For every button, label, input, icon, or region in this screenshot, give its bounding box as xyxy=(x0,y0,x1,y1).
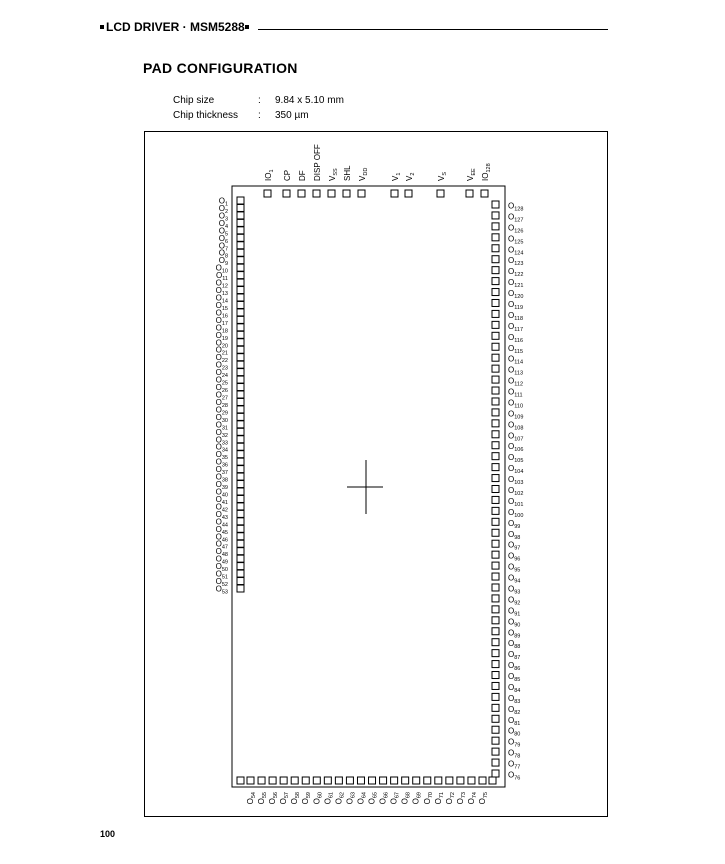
pad-label-bottom: $O_{54}$ xyxy=(246,792,257,805)
pad-bottom xyxy=(402,777,409,784)
pad-left xyxy=(237,197,244,204)
pad-label-top: $V_1$ xyxy=(391,172,402,181)
pad-right xyxy=(492,726,499,733)
pad-top xyxy=(343,190,350,197)
pad-label-left: $O_{10}$ xyxy=(215,263,228,275)
pad-left xyxy=(237,234,244,241)
pad-right xyxy=(492,650,499,657)
pad-label-right: $O_{113}$ xyxy=(508,365,524,377)
pad-label-right: $O_{87}$ xyxy=(508,650,521,662)
pad-label-left: $O_{32}$ xyxy=(215,427,228,439)
pad-top xyxy=(264,190,271,197)
pad-label-left: $O_{50}$ xyxy=(215,562,228,574)
pad-left xyxy=(237,376,244,383)
pad-label-bottom: $O_{71}$ xyxy=(433,792,445,805)
pad-right xyxy=(492,256,499,263)
pad-left xyxy=(237,398,244,405)
pad-label-left: $O_5$ xyxy=(218,226,228,238)
pad-right xyxy=(492,332,499,339)
pad-right xyxy=(492,453,499,460)
pad-left xyxy=(237,309,244,316)
pad-bottom xyxy=(291,777,298,784)
pad-label-left: $O_{35}$ xyxy=(215,450,228,462)
pad-label-right: $O_{94}$ xyxy=(508,573,521,585)
pad-left xyxy=(237,294,244,301)
pad-label-right: $O_{127}$ xyxy=(508,212,524,224)
pad-right xyxy=(492,661,499,668)
pad-label-left: $O_{21}$ xyxy=(215,345,228,357)
pad-label-bottom: $O_{55}$ xyxy=(257,792,269,805)
pad-left xyxy=(237,257,244,264)
pad-left xyxy=(237,533,244,540)
pad-right xyxy=(492,682,499,689)
pad-label-right: $O_{103}$ xyxy=(508,475,524,487)
pad-label-top: $V_{SS}$ xyxy=(328,168,339,181)
pad-label-right: $O_{128}$ xyxy=(508,201,524,213)
pad-label-bottom: $O_{61}$ xyxy=(323,792,335,805)
pad-left xyxy=(237,354,244,361)
pad-label-left: $O_{14}$ xyxy=(215,293,228,305)
pad-left xyxy=(237,488,244,495)
pad-label-left: $O_7$ xyxy=(218,241,228,253)
pad-label-left: $O_{19}$ xyxy=(215,330,228,342)
pad-label-left: $O_8$ xyxy=(218,248,228,260)
pad-label-left: $O_{38}$ xyxy=(215,472,228,484)
pad-label-bottom: $O_{69}$ xyxy=(411,792,423,805)
pad-label-right: $O_{114}$ xyxy=(508,354,524,366)
pad-left xyxy=(237,540,244,547)
pad-label-right: $O_{124}$ xyxy=(508,245,524,257)
pad-label-left: $O_{28}$ xyxy=(215,397,228,409)
pad-right xyxy=(492,639,499,646)
pad-label-right: $O_{80}$ xyxy=(508,726,521,738)
pad-label-top: CP xyxy=(283,169,292,181)
pad-right xyxy=(492,223,499,230)
pad-left xyxy=(237,301,244,308)
pad-label-left: $O_{41}$ xyxy=(215,494,228,506)
pad-top xyxy=(391,190,398,197)
pad-right xyxy=(492,540,499,547)
pad-label-left: $O_{12}$ xyxy=(215,278,228,290)
pad-label-right: $O_{107}$ xyxy=(508,431,524,443)
pad-label-left: $O_{25}$ xyxy=(215,375,228,387)
chip-thickness-colon: : xyxy=(258,110,261,121)
pad-label-bottom: $O_{67}$ xyxy=(389,792,401,805)
pad-label-left: $O_{17}$ xyxy=(215,315,228,327)
pad-label-bottom: $O_{73}$ xyxy=(455,792,467,805)
pad-right xyxy=(492,321,499,328)
pad-left xyxy=(237,406,244,413)
header-text: LCD DRIVER · MSM5288 xyxy=(106,20,245,34)
pad-left xyxy=(237,324,244,331)
pad-label-right: $O_{93}$ xyxy=(508,584,521,596)
pad-right xyxy=(492,496,499,503)
pad-label-top: $V_{EE}$ xyxy=(466,168,477,181)
pad-bottom xyxy=(457,777,464,784)
pad-label-top: $V_S$ xyxy=(437,171,448,181)
pad-label-top: $V_2$ xyxy=(405,172,416,181)
pad-bottom-corner xyxy=(237,777,244,784)
pad-right xyxy=(492,672,499,679)
pad-label-top: $IO_1$ xyxy=(264,169,275,181)
pad-bottom xyxy=(424,777,431,784)
pad-top xyxy=(466,190,473,197)
pad-label-bottom: $O_{72}$ xyxy=(444,792,456,805)
pad-label-left: $O_{52}$ xyxy=(215,577,228,589)
pad-top xyxy=(481,190,488,197)
pad-left xyxy=(237,458,244,465)
pad-label-bottom: $O_{59}$ xyxy=(301,792,313,805)
pad-label-right: $O_{84}$ xyxy=(508,682,521,694)
pad-label-left: $O_6$ xyxy=(218,233,228,245)
pad-left xyxy=(237,384,244,391)
pad-label-bottom: $O_{68}$ xyxy=(400,792,412,805)
pad-right xyxy=(492,442,499,449)
pad-bottom xyxy=(413,777,420,784)
pad-left xyxy=(237,563,244,570)
pad-label-bottom: $O_{56}$ xyxy=(268,792,280,805)
pad-right xyxy=(492,595,499,602)
pad-top xyxy=(328,190,335,197)
pad-label-right: $O_{126}$ xyxy=(508,223,524,235)
pad-label-bottom: $O_{62}$ xyxy=(334,792,346,805)
pad-label-bottom: $O_{74}$ xyxy=(466,792,478,805)
chip-size-colon: : xyxy=(258,95,261,106)
pad-right xyxy=(492,387,499,394)
pad-label-right: $O_{112}$ xyxy=(508,376,524,388)
pad-label-right: $O_{120}$ xyxy=(508,289,524,301)
pad-label-top: $V_{DD}$ xyxy=(358,167,369,181)
pad-left xyxy=(237,578,244,585)
pad-label-right: $O_{99}$ xyxy=(508,518,521,530)
pad-label-right: $O_{77}$ xyxy=(508,759,521,771)
pad-label-left: $O_{44}$ xyxy=(215,517,228,529)
chip-size-label: Chip size xyxy=(173,95,215,106)
chip-thickness-value: 350 µm xyxy=(275,110,309,121)
pad-label-left: $O_{36}$ xyxy=(215,457,228,469)
pad-label-left: $O_{30}$ xyxy=(215,412,228,424)
pad-right xyxy=(492,201,499,208)
pad-left xyxy=(237,436,244,443)
pad-left xyxy=(237,421,244,428)
pad-left xyxy=(237,219,244,226)
pad-right xyxy=(492,693,499,700)
pad-left xyxy=(237,443,244,450)
pad-label-left: $O_{40}$ xyxy=(215,487,228,499)
pad-label-right: $O_{116}$ xyxy=(508,332,524,344)
pad-top xyxy=(437,190,444,197)
pad-left xyxy=(237,525,244,532)
pad-label-left: $O_{23}$ xyxy=(215,360,228,372)
pad-label-right: $O_{110}$ xyxy=(508,398,524,410)
pad-bottom-corner xyxy=(489,777,496,784)
pad-label-right: $O_{83}$ xyxy=(508,693,521,705)
pad-right xyxy=(492,409,499,416)
pad-label-right: $O_{81}$ xyxy=(508,715,521,727)
pad-right xyxy=(492,267,499,274)
pad-bottom xyxy=(324,777,331,784)
pad-label-right: $O_{109}$ xyxy=(508,409,524,421)
pad-left xyxy=(237,466,244,473)
pad-left xyxy=(237,451,244,458)
pad-label-left: $O_{37}$ xyxy=(215,465,228,477)
pad-label-bottom: $O_{64}$ xyxy=(356,792,368,805)
pad-left xyxy=(237,413,244,420)
pad-right xyxy=(492,212,499,219)
pad-label-right: $O_{100}$ xyxy=(508,507,524,519)
pad-left xyxy=(237,555,244,562)
pad-label-right: $O_{111}$ xyxy=(508,387,523,399)
pad-label-left: $O_{22}$ xyxy=(215,353,228,365)
pad-top xyxy=(298,190,305,197)
pad-bottom xyxy=(335,777,342,784)
pad-label-left: $O_4$ xyxy=(218,218,228,230)
pad-bottom xyxy=(468,777,475,784)
pad-label-right: $O_{96}$ xyxy=(508,551,521,563)
pad-left xyxy=(237,331,244,338)
pad-right xyxy=(492,486,499,493)
pad-bottom xyxy=(269,777,276,784)
pad-right xyxy=(492,245,499,252)
pad-right xyxy=(492,299,499,306)
pad-right xyxy=(492,606,499,613)
pad-label-left: $O_{24}$ xyxy=(215,368,228,380)
pad-label-left: $O_{20}$ xyxy=(215,338,228,350)
pad-right xyxy=(492,573,499,580)
pad-label-right: $O_{108}$ xyxy=(508,420,524,432)
pad-left xyxy=(237,510,244,517)
pad-label-left: $O_{46}$ xyxy=(215,532,228,544)
pad-left xyxy=(237,212,244,219)
pad-label-right: $O_{85}$ xyxy=(508,672,521,684)
pad-label-top: $IO_{128}$ xyxy=(481,163,492,181)
pad-label-right: $O_{92}$ xyxy=(508,595,521,607)
pad-label-left: $O_{26}$ xyxy=(215,383,228,395)
pad-right xyxy=(492,234,499,241)
pad-label-right: $O_{106}$ xyxy=(508,442,524,454)
pad-label-bottom: $O_{57}$ xyxy=(279,792,291,805)
pad-label-left: $O_{29}$ xyxy=(215,405,228,417)
pad-label-left: $O_{47}$ xyxy=(215,539,228,551)
pad-right xyxy=(492,365,499,372)
pad-label-left: $O_{43}$ xyxy=(215,509,228,521)
pad-left xyxy=(237,249,244,256)
pad-label-right: $O_{76}$ xyxy=(508,770,521,782)
pad-label-right: $O_{90}$ xyxy=(508,617,521,629)
pad-label-right: $O_{105}$ xyxy=(508,453,524,465)
pad-right xyxy=(492,376,499,383)
pad-label-left: $O_{51}$ xyxy=(215,569,228,581)
pad-label-left: $O_{18}$ xyxy=(215,323,228,335)
pad-left xyxy=(237,264,244,271)
pad-right xyxy=(492,354,499,361)
pad-label-right: $O_{98}$ xyxy=(508,529,521,541)
pad-label-right: $O_{122}$ xyxy=(508,267,524,279)
pad-label-bottom: $O_{63}$ xyxy=(345,792,357,805)
pad-label-top: DF xyxy=(298,170,307,181)
pad-left xyxy=(237,570,244,577)
pad-right xyxy=(492,278,499,285)
pad-label-left: $O_{11}$ xyxy=(216,271,228,283)
pad-label-right: $O_{82}$ xyxy=(508,704,521,716)
pad-label-left: $O_{15}$ xyxy=(215,300,228,312)
pad-left xyxy=(237,242,244,249)
pad-right xyxy=(492,759,499,766)
pad-label-right: $O_{119}$ xyxy=(508,299,524,311)
pad-label-right: $O_{118}$ xyxy=(508,310,524,322)
pad-bottom xyxy=(380,777,387,784)
pad-right xyxy=(492,398,499,405)
pad-label-left: $O_{42}$ xyxy=(215,502,228,514)
pad-label-right: $O_{97}$ xyxy=(508,540,521,552)
pad-label-bottom: $O_{60}$ xyxy=(312,792,324,805)
pad-label-left: $O_{45}$ xyxy=(215,524,228,536)
pad-right xyxy=(492,464,499,471)
pad-right xyxy=(492,770,499,777)
pad-label-bottom: $O_{70}$ xyxy=(422,792,434,805)
pad-bottom xyxy=(391,777,398,784)
pad-label-right: $O_{95}$ xyxy=(508,562,521,574)
pad-right xyxy=(492,584,499,591)
pad-label-bottom: $O_{66}$ xyxy=(378,792,390,805)
pad-label-right: $O_{123}$ xyxy=(508,256,524,268)
pad-right xyxy=(492,737,499,744)
pad-right xyxy=(492,562,499,569)
pad-right xyxy=(492,507,499,514)
pad-bottom xyxy=(446,777,453,784)
pad-left xyxy=(237,503,244,510)
pad-label-left: $O_2$ xyxy=(218,203,228,215)
pad-top xyxy=(358,190,365,197)
pad-right xyxy=(492,431,499,438)
pad-left xyxy=(237,369,244,376)
pad-right xyxy=(492,518,499,525)
pad-left xyxy=(237,548,244,555)
pad-label-right: $O_{91}$ xyxy=(508,606,521,618)
pad-label-top: SHL xyxy=(343,165,352,181)
pad-label-right: $O_{101}$ xyxy=(508,496,524,508)
chip-size-value: 9.84 x 5.10 mm xyxy=(275,95,344,106)
pad-left xyxy=(237,279,244,286)
pad-left xyxy=(237,272,244,279)
pad-label-left: $O_{49}$ xyxy=(215,554,228,566)
pad-label-right: $O_{79}$ xyxy=(508,737,521,749)
pad-top xyxy=(405,190,412,197)
pad-label-right: $O_{104}$ xyxy=(508,464,524,476)
pad-label-right: $O_{117}$ xyxy=(508,321,524,333)
pad-left xyxy=(237,518,244,525)
pad-left xyxy=(237,316,244,323)
pad-label-right: $O_{88}$ xyxy=(508,639,521,651)
pad-label-right: $O_{102}$ xyxy=(508,486,524,497)
pad-left xyxy=(237,361,244,368)
pad-right xyxy=(492,617,499,624)
pad-bottom xyxy=(247,777,254,784)
pad-left xyxy=(237,339,244,346)
pad-bottom xyxy=(357,777,364,784)
pad-left xyxy=(237,428,244,435)
pad-label-left: $O_{39}$ xyxy=(215,480,228,492)
pad-label-left: $O_9$ xyxy=(218,256,228,268)
pad-label-right: $O_{89}$ xyxy=(508,628,521,640)
pad-label-left: $O_{48}$ xyxy=(215,547,228,559)
pad-label-left: $O_{27}$ xyxy=(215,390,228,402)
page-number: 100 xyxy=(100,829,116,839)
pad-bottom xyxy=(313,777,320,784)
section-title: PAD CONFIGURATION xyxy=(143,60,298,76)
pad-left xyxy=(237,481,244,488)
pad-label-bottom: $O_{58}$ xyxy=(290,792,302,805)
pad-top xyxy=(313,190,320,197)
pad-left xyxy=(237,495,244,502)
pad-right xyxy=(492,628,499,635)
pad-left xyxy=(237,473,244,480)
pad-right xyxy=(492,289,499,296)
pad-label-bottom: $O_{75}$ xyxy=(478,792,489,805)
pad-right xyxy=(492,715,499,722)
pad-label-left: $O_{34}$ xyxy=(215,442,228,454)
pad-right xyxy=(492,529,499,536)
pad-label-left: $O_{16}$ xyxy=(215,308,228,320)
pad-bottom xyxy=(302,777,309,784)
pad-label-left: $O_1$ xyxy=(218,196,228,208)
pad-right xyxy=(492,310,499,317)
pad-bottom xyxy=(435,777,442,784)
pad-top xyxy=(283,190,290,197)
pad-label-left: $O_{13}$ xyxy=(215,286,228,298)
pad-left xyxy=(237,287,244,294)
pad-bottom xyxy=(369,777,376,784)
pad-label-left: $O_{53}$ xyxy=(215,584,228,596)
pad-right xyxy=(492,475,499,482)
pad-right xyxy=(492,704,499,711)
pad-label-bottom: $O_{65}$ xyxy=(367,792,379,805)
pad-right xyxy=(492,420,499,427)
pad-left xyxy=(237,391,244,398)
pad-label-right: $O_{125}$ xyxy=(508,234,524,246)
pad-label-right: $O_{121}$ xyxy=(508,278,524,290)
chip-thickness-label: Chip thickness xyxy=(173,110,239,121)
pad-left xyxy=(237,585,244,592)
pad-bottom xyxy=(479,777,486,784)
pad-label-right: $O_{78}$ xyxy=(508,748,521,760)
pad-label-right: $O_{115}$ xyxy=(508,343,524,355)
pad-right xyxy=(492,551,499,558)
pad-left xyxy=(237,227,244,234)
pad-bottom xyxy=(346,777,353,784)
pad-left xyxy=(237,346,244,353)
pad-label-left: $O_{33}$ xyxy=(215,435,228,447)
pad-label-left: $O_{31}$ xyxy=(215,420,228,432)
pad-bottom xyxy=(280,777,287,784)
pad-label-top: DISP OFF xyxy=(313,144,322,181)
pad-label-left: $O_3$ xyxy=(218,211,228,223)
pad-label-right: $O_{86}$ xyxy=(508,661,521,673)
pad-bottom xyxy=(258,777,265,784)
pad-right xyxy=(492,343,499,350)
pad-right xyxy=(492,748,499,755)
pad-left xyxy=(237,204,244,211)
